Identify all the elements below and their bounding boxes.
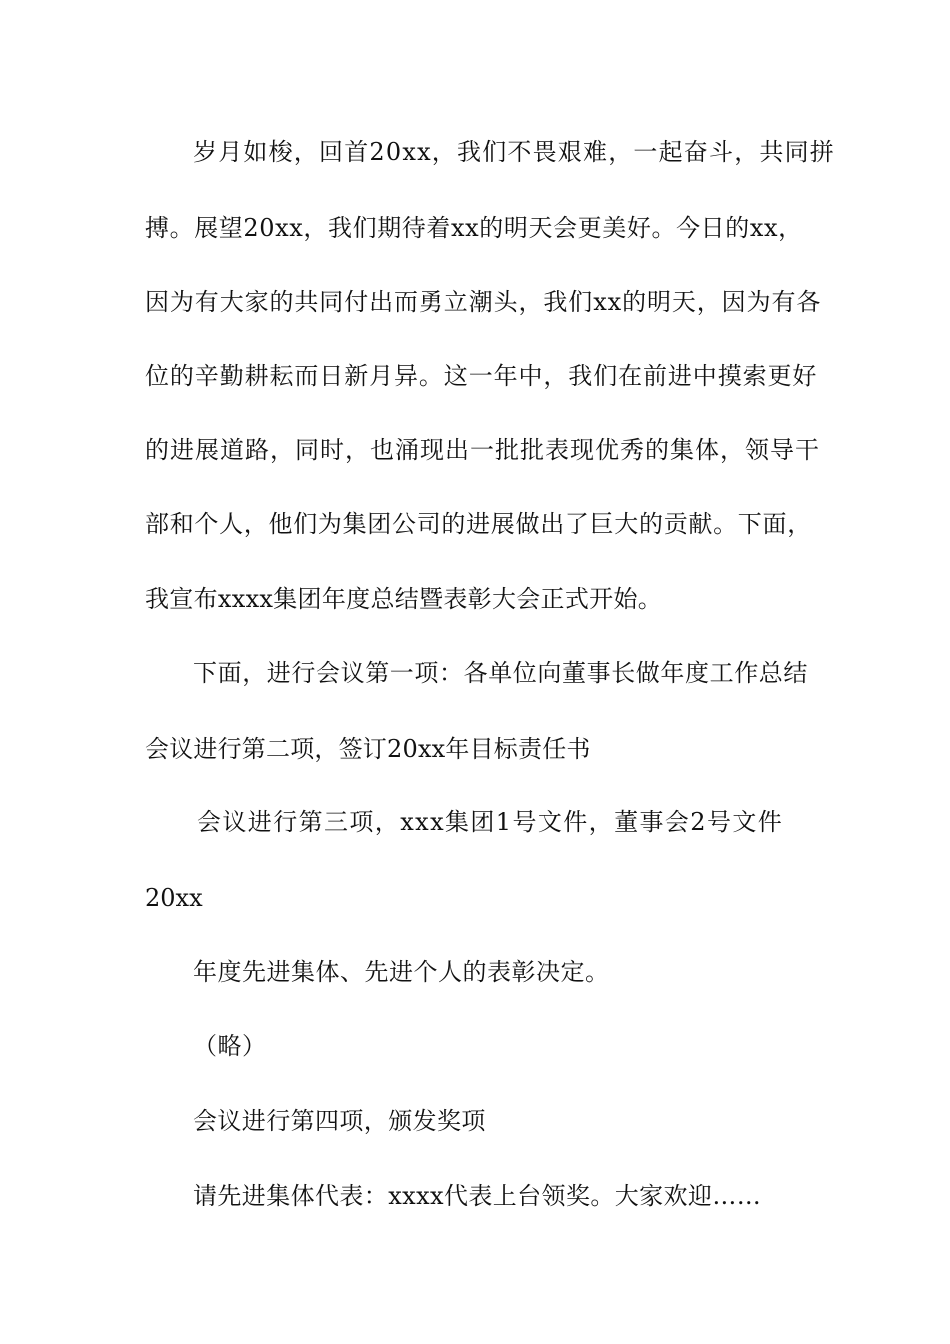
- paragraph-line: 位的辛勤耕耘而日新月异。这一年中，我们在前进中摸索更好: [145, 362, 818, 390]
- agenda-item-1: 下面，进行会议第一项：各单位向董事长做年度工作总结: [193, 659, 808, 687]
- agenda-item-2: 会议进行第二项，签订20xx年目标责任书: [145, 735, 591, 763]
- omitted-note: （略）: [193, 1032, 267, 1060]
- paragraph-line: 的进展道路，同时，也涌现出一批批表现优秀的集体，领导干: [145, 436, 820, 464]
- agenda-item-3-year: 20xx: [145, 884, 203, 912]
- agenda-item-3-detail: 年度先进集体、先进个人的表彰决定。: [193, 958, 610, 986]
- award-announcement: 请先进集体代表：xxxx代表上台领奖。大家欢迎……: [193, 1182, 762, 1210]
- agenda-item-3: 会议进行第三项，xxx集团1号文件，董事会2号文件: [197, 808, 784, 836]
- paragraph-line: 部和个人，他们为集团公司的进展做出了巨大的贡献。下面，: [145, 510, 812, 538]
- paragraph-line: 因为有大家的共同付出而勇立潮头，我们xx的明天，因为有各: [145, 288, 822, 316]
- paragraph-line: 我宣布xxxx集团年度总结暨表彰大会正式开始。: [145, 585, 663, 613]
- agenda-item-4: 会议进行第四项，颁发奖项: [193, 1107, 486, 1135]
- paragraph-line: 岁月如梭，回首20xx，我们不畏艰难，一起奋斗，共同拼: [193, 138, 836, 166]
- paragraph-line: 搏。展望20xx，我们期待着xx的明天会更美好。今日的xx，: [145, 214, 803, 242]
